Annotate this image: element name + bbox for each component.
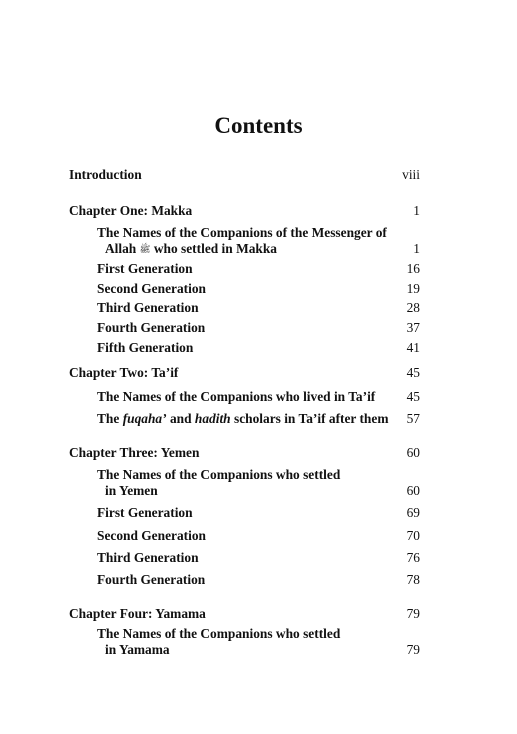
toc-entry-page: 60 [406,445,420,460]
toc-entry-page: 16 [406,261,420,276]
toc-entry-page: 19 [406,281,420,296]
toc-entry-italic-term: fuqaha’ [122,411,167,426]
toc-entry-page: 57 [406,411,420,426]
toc-entry-yamama-companions-cont [105,641,420,659]
toc-entry-label: Chapter One: Makka [69,203,193,218]
salutation-symbol: ﷺ [139,244,151,254]
toc-entry-label: Second Generation [97,528,206,543]
toc-entry-label: in Yamama [105,642,170,657]
toc-entry-label: Third Generation [97,300,199,315]
toc-entry-label: First Generation [97,505,193,520]
toc-entry-taif-companions [97,388,420,406]
toc-entry-page: 28 [406,300,420,315]
toc-entry-page: 37 [406,320,420,335]
toc-entry-page: 60 [406,483,420,498]
toc-entry-chapter-three [69,444,420,462]
toc-entry-makka-first-generation [97,260,420,278]
toc-entry-page: 45 [406,365,420,380]
toc-entry-label: Fourth Generation [97,320,206,335]
toc-entry-label: Fourth Generation [97,572,206,587]
page-title: Contents [214,113,303,138]
toc-entry-makka-fourth-generation [97,319,420,337]
toc-entry-chapter-two [69,364,420,382]
toc-entry-italic-term: hadith [194,411,231,426]
toc-entry-label: in Yemen [105,483,158,498]
toc-entry-page: 79 [406,606,420,621]
toc-entry-label: Introduction [69,167,142,182]
toc-entry-page: viii [402,167,420,182]
toc-entry-label: Fifth Generation [97,340,194,355]
toc-entry-label: Third Generation [97,550,199,565]
toc-entry-introduction [69,166,420,184]
toc-entry-page: 45 [406,389,420,404]
toc-entry-label: The Names of the Companions who settled [97,467,341,482]
toc-entry-label: and [169,411,192,426]
toc-entry-yemen-first-generation [97,504,420,522]
toc-entry-label: The [97,411,120,426]
toc-entry-makka-third-generation [97,299,420,317]
toc-entry-label: scholars in Ta’if after them [234,411,389,426]
toc-entry-label: Chapter Two: Ta’if [69,365,179,380]
toc-entry-page: 76 [406,550,420,565]
toc-entry-label: Chapter Three: Yemen [69,445,200,460]
toc-entry-makka-second-generation [97,280,420,298]
toc-entry-label: The Names of the Companions of the Messenger of [97,225,387,240]
toc-entry-label: Second Generation [97,281,206,296]
toc-entry-yemen-fourth-generation [97,571,420,589]
toc-entry-makka-fifth-generation [97,339,420,357]
toc-entry-page: 1 [413,241,420,256]
toc-entry-page: 41 [406,340,420,355]
toc-entry-makka-companions-cont [105,240,420,258]
toc-entry-page: 1 [413,203,420,218]
toc-entry-yemen-second-generation [97,527,420,545]
toc-entry-page: 78 [406,572,420,587]
toc-entry-yemen-companions-cont [105,482,420,500]
toc-entry-page: 79 [406,642,420,657]
toc-entry-chapter-four [69,605,420,623]
toc-entry-label: who settled in Makka [153,241,277,256]
toc-entry-chapter-one [69,202,420,220]
toc-entry-yemen-third-generation [97,549,420,567]
toc-entry-label: The Names of the Companions who lived in Ta’if [97,389,376,404]
toc-entry-page: 70 [406,528,420,543]
toc-entry-label: Allah [105,241,137,256]
toc-entry-label: Chapter Four: Yamama [69,606,206,621]
toc-entry-label: The Names of the Companions who settled [97,626,341,641]
toc-entry-page: 69 [406,505,420,520]
toc-entry-label: First Generation [97,261,193,276]
toc-entry-taif-scholars [97,410,420,428]
